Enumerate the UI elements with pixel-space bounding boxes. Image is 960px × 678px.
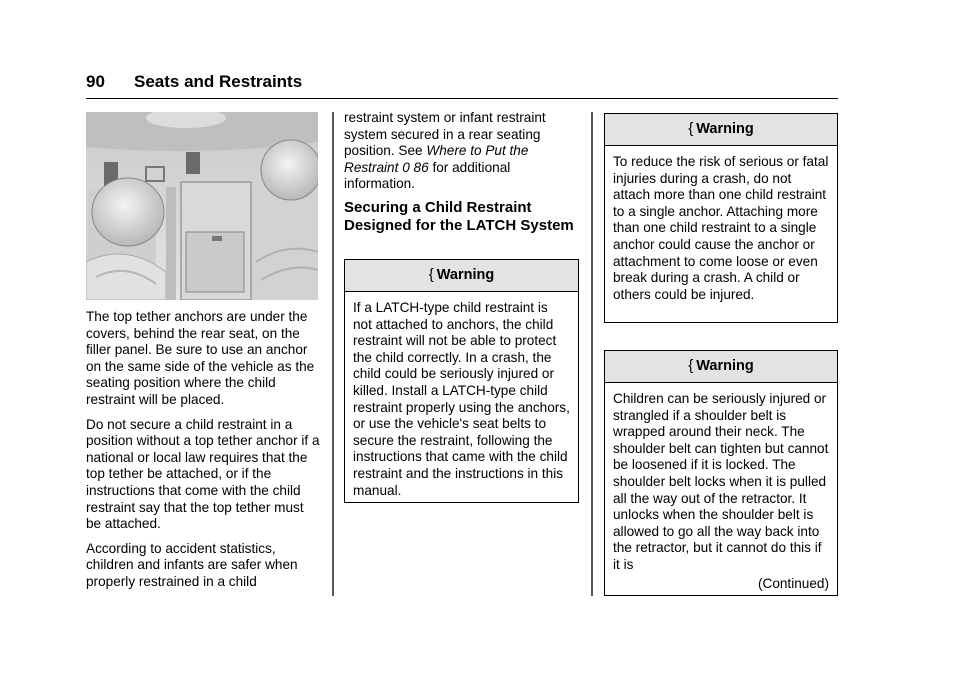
warning-text: Children can be seriously injured or strangled if a shoulder belt is wrapped around their neck. The shoulder belt can tighten but cannot be loosened if it is locked. The shoulder belt locks when it is pulled all the way out of the retractor. It unlocks when the shoulder belt is allowed to go all the way back into the retractor, but it cannot do this if it is bbox=[613, 391, 829, 572]
warning-body bbox=[605, 383, 837, 598]
warning-bracket-icon: { bbox=[688, 357, 694, 375]
warning-box-shoulder-belt bbox=[604, 350, 838, 596]
warning-header bbox=[345, 260, 578, 292]
cross-reference-page[interactable]: 0 86 bbox=[402, 159, 429, 175]
column-divider-2 bbox=[591, 112, 593, 596]
warning-box-latch bbox=[344, 259, 579, 503]
intro-text-end: for additional information. bbox=[344, 159, 511, 192]
page-header bbox=[86, 70, 838, 99]
warning-body: If a LATCH-type child restraint is not attached to anchors, the child restraint will not be able to protect the child correctly. In a crash, the child could be seriously injured or killed. Install a LATCH-type child restraint properly using the anchors, or use the vehicle's seat belts to secure the restraint, following the instructions that came with the child restraint and the instructions in this manual. bbox=[353, 300, 570, 498]
rear-seat-tether-photo bbox=[86, 112, 318, 300]
col2-intro bbox=[344, 110, 580, 201]
page-number: 90 bbox=[86, 72, 105, 91]
cross-reference-link[interactable]: Where to Put the Restraint bbox=[344, 143, 529, 175]
warning-body: To reduce the risk of serious or fatal injuries during a crash, do not attach more than one child restraint to a single anchor. Attaching more than one child restraint to a single anchor could cause the anchor or attachment to come loose or even break during a crash. A child or others could be injured. bbox=[613, 154, 829, 302]
paragraph: Do not secure a child restraint in a position without a top tether anchor if a national or local law requires that the top tether be attached, or if the instructions that come with the child restraint say that the top tether must be attached. bbox=[86, 416, 320, 532]
warning-bracket-icon: { bbox=[688, 120, 694, 138]
paragraph: According to accident statistics, children and infants are safer when properly restrained in a child bbox=[86, 540, 298, 589]
warning-title: Warning bbox=[696, 121, 754, 138]
warning-bracket-icon: { bbox=[428, 266, 434, 284]
warning-title: Warning bbox=[696, 358, 754, 375]
warning-box-anchor bbox=[604, 113, 838, 323]
col1-text bbox=[86, 309, 322, 599]
paragraph: The top tether anchors are under the covers, behind the rear seat, on the filler panel. Be sure to use an anchor on the same side of the vehicle as the seating position where the child restraint will be placed. bbox=[86, 309, 315, 407]
intro-text: restraint system or infant restraint system secured in a rear seating position. See bbox=[344, 110, 546, 159]
warning-title: Warning bbox=[436, 267, 495, 284]
continued-label: (Continued) bbox=[757, 575, 829, 591]
column-divider-1 bbox=[332, 112, 334, 596]
warning-header bbox=[605, 351, 837, 383]
section-title: Seats and Restraints bbox=[134, 72, 303, 91]
warning-header bbox=[605, 114, 837, 146]
section-subheading: Securing a Child Restraint Designed for the LATCH System bbox=[344, 199, 574, 234]
